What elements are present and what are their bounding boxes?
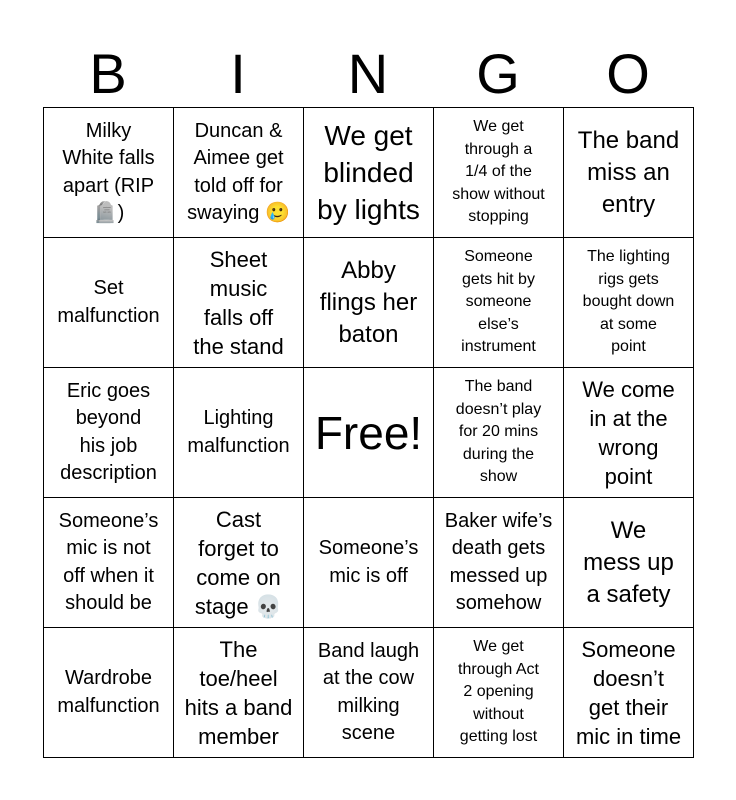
bingo-cell-r5c5[interactable] bbox=[564, 628, 694, 758]
bingo-cell-r5c2[interactable] bbox=[174, 628, 304, 758]
cell-text: We get blinded by lights bbox=[317, 120, 420, 225]
free-space-text: Free! bbox=[314, 406, 423, 459]
header-letter-b: B bbox=[89, 42, 127, 105]
header-letter-i: I bbox=[230, 42, 246, 105]
bingo-cell-r1c4[interactable] bbox=[434, 108, 564, 238]
bingo-cell-r2c3[interactable] bbox=[304, 238, 434, 368]
bingo-cell-r2c5[interactable] bbox=[564, 238, 694, 368]
bingo-cell-r3c2[interactable] bbox=[174, 368, 304, 498]
cell-text: Someone doesn’t get their mic in time bbox=[575, 636, 682, 749]
bingo-cell-r4c2[interactable] bbox=[174, 498, 304, 628]
bingo-cell-r1c1[interactable] bbox=[44, 108, 174, 238]
cell-text: Sheet music falls off the stand bbox=[193, 246, 284, 359]
cell-text: We get through a 1/4 of the show without stopping bbox=[452, 118, 545, 226]
cell-text: The toe/heel hits a band member bbox=[184, 636, 293, 749]
cell-text: We come in at the wrong point bbox=[582, 376, 675, 489]
bingo-cell-r3c4[interactable] bbox=[434, 368, 564, 498]
bingo-cell-r2c4[interactable] bbox=[434, 238, 564, 368]
header-letter-n: N bbox=[347, 42, 389, 105]
bingo-cell-r5c3[interactable] bbox=[304, 628, 434, 758]
bingo-cell-r3c1[interactable] bbox=[44, 368, 174, 498]
cell-text: Eric goes beyond his job description bbox=[60, 379, 157, 484]
cell-text: Set malfunction bbox=[57, 277, 160, 327]
bingo-cell-r2c2[interactable] bbox=[174, 238, 304, 368]
bingo-cell-r4c3[interactable] bbox=[304, 498, 434, 628]
bingo-cell-r1c5[interactable] bbox=[564, 108, 694, 238]
header-letter-g: G bbox=[476, 42, 520, 105]
cell-text: Duncan & Aimee get told off for swaying 🥲 bbox=[187, 119, 290, 224]
bingo-cell-free[interactable] bbox=[304, 368, 434, 498]
bingo-grid bbox=[43, 107, 694, 758]
bingo-cell-r4c1[interactable] bbox=[44, 498, 174, 628]
cell-text: Someone’s mic is not off when it should be bbox=[58, 509, 159, 614]
cell-text: Wardrobe malfunction bbox=[57, 667, 160, 717]
cell-text: Milky White falls apart (RIP 🪦) bbox=[62, 119, 155, 224]
cell-text: Someone’s mic is off bbox=[318, 537, 419, 587]
cell-text: We mess up a safety bbox=[583, 516, 674, 608]
cell-text: Someone gets hit by someone else’s instrument bbox=[461, 248, 536, 356]
bingo-cell-r5c4[interactable] bbox=[434, 628, 564, 758]
bingo-cell-r3c5[interactable] bbox=[564, 368, 694, 498]
cell-text: Baker wife’s death gets messed up somehow bbox=[444, 509, 553, 614]
cell-text: Abby flings her baton bbox=[319, 256, 418, 348]
bingo-cell-r5c1[interactable] bbox=[44, 628, 174, 758]
bingo-cell-r1c2[interactable] bbox=[174, 108, 304, 238]
cell-text: We get through Act 2 opening without getting lost bbox=[458, 638, 539, 746]
bingo-cell-r1c3[interactable] bbox=[304, 108, 434, 238]
bingo-cell-r2c1[interactable] bbox=[44, 238, 174, 368]
cell-text: The lighting rigs gets bought down at some point bbox=[582, 248, 675, 356]
cell-text: The band miss an entry bbox=[577, 126, 680, 218]
bingo-cell-r4c5[interactable] bbox=[564, 498, 694, 628]
cell-text: Band laugh at the cow milking scene bbox=[317, 639, 420, 744]
bingo-cell-r4c4[interactable] bbox=[434, 498, 564, 628]
cell-text: Cast forget to come on stage 💀 bbox=[194, 506, 283, 619]
header-letter-o: O bbox=[606, 42, 650, 105]
cell-text: Lighting malfunction bbox=[187, 407, 290, 457]
cell-text: The band doesn’t play for 20 mins during the show bbox=[455, 378, 542, 486]
bingo-header bbox=[43, 40, 693, 108]
